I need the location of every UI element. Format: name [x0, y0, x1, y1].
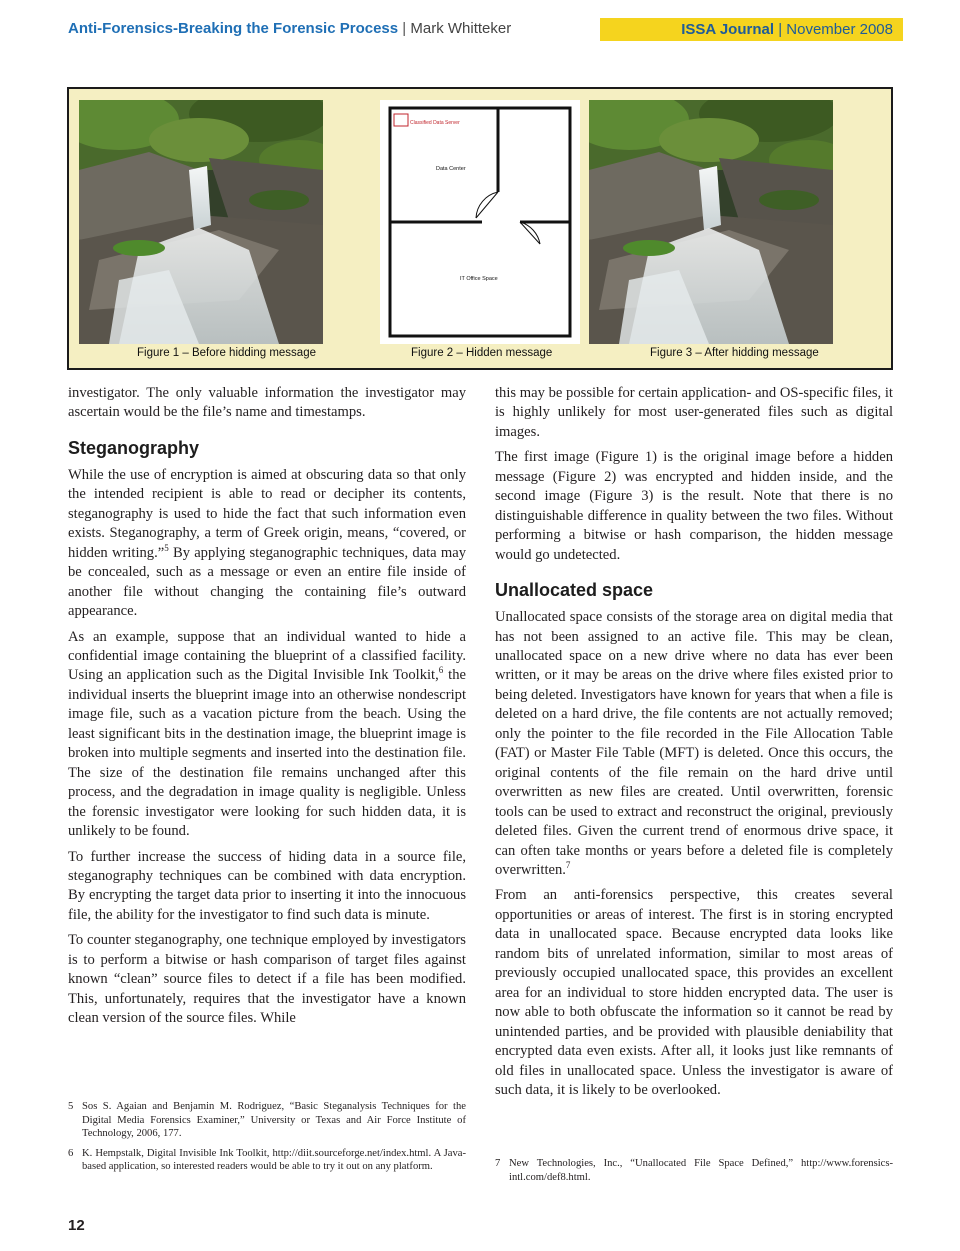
footnotes-left: [68, 1100, 466, 1180]
running-header-right: [600, 18, 903, 41]
paragraph: To counter steganography, one technique employed by investigators is to perform a bitwise or hash comparison of target files against known “clean” source files to detect if a file has been modified. This, unfortunately, requires that the investigator have a known clean version of the source files. While: [68, 932, 466, 1027]
figure-panel: [67, 87, 893, 370]
header-separator-right: |: [778, 21, 783, 38]
paragraph: From an anti-forensics perspective, this creates several opportunities or areas of interest. The first is in storing encrypted data in unallocated space. Because encrypted data looks like random bits of unrelated information, similar to most areas of previously occupied unallocated space, this provides an excellent area for an individual to store hidden encrypted data. The user is now able to both obfuscate the information so it cannot be read by unintended parties, and be provided with plausible deniability that encrypted data even exists. After all, it looks just like remnants of old files in unallocated space. Unless the investigator is aware of such data, it is likely to be overlooked.: [495, 887, 893, 1098]
journal-name: ISSA Journal: [681, 21, 775, 38]
figure-2-caption: Figure 2 – Hidden message: [411, 347, 553, 359]
footnote-6: 6 K. Hempstalk, Digital Invisible Ink Toolkit, http://diit.sourceforge.net/index.html. A Java-based application, so interested readers would be able to try it out on any platform.: [68, 1147, 466, 1173]
article-title: Anti-Forensics-Breaking the Forensic Process: [68, 20, 399, 37]
left-column: [68, 384, 466, 1035]
footnotes-right: [495, 1157, 893, 1190]
footnote-ref-7: 7: [565, 860, 571, 871]
plan-server-label: Classified Data Server: [410, 120, 460, 126]
plan-data-center-label: Data Center: [436, 166, 466, 172]
right-column: [495, 384, 893, 1106]
paragraph: While the use of encryption is aimed at obscuring data so that only the intended recipient is able to read or decipher its contents, steganography is used to hide the fact that such information even exists. Steganography, a term of Greek origin, means, “covered, or hidden writing.”$^5$ By applying steganographic techniques, data may be concealed, such as a message or even an entire file inside of another file without changing the containing file’s outward appearance.: [68, 466, 466, 620]
running-header-left: [68, 20, 511, 37]
figure-3-waterfall-image: [589, 100, 833, 344]
paragraph: this may be possible for certain application- and OS-specific files, it is highly unlikely for most user-generated files such as digital images.: [495, 385, 893, 440]
section-heading-steganography: Steganography: [68, 437, 200, 458]
paragraph: investigator. The only valuable information the investigator may ascertain would be the file’s name and timestamps.: [68, 385, 466, 421]
paragraph: The first image (Figure 1) is the original image before a hidden message (Figure 2) was encrypted and hidden inside, and the second image (Figure 3) is the result. Note that there is no distinguishable difference in quality between the two files. Without performing a bitwise or hash comparison, the hidden message would go undetected.: [495, 449, 893, 563]
figure-2-floor-plan: [380, 100, 580, 344]
author-name: Mark Whitteker: [410, 20, 512, 37]
figure-1-caption: Figure 1 – Before hidding message: [137, 347, 316, 359]
footnote-5: 5 Sos S. Agaian and Benjamin M. Rodriguez, “Basic Steganalysis Techniques for the Digital Media Forensics Examiner,” University or Texas and Air Force Institute of Technology, 2006, 177.: [68, 1101, 466, 1140]
paragraph: Unallocated space consists of the storage area on digital media that has not been assigned to an active file. This may be clean, unallocated space on a new drive where no data has ever been written, or it may be areas on the drive where files existed prior to being deleted. Investigators have known for years that when a file is deleted on a hard drive, the file contents are not actually removed; only the pointer to the file recorded in the File Allocation Table (FAT) or Master File Table (MFT) is deleted. Once this occurs, the original contents of the file remain on the hard drive until overwritten as new files are created. Until overwritten, forensic tools can be used to extract and reconstruct the original, previously deleted files. Given the current trend of enormous drive space, it can often take months or years before a deleted file is completely overwritten.$^7$: [495, 609, 893, 878]
footnote-ref-5: 5: [164, 542, 169, 553]
paragraph: To further increase the success of hiding data in a source file, steganography techniques can be combined with data encryption. By encrypting the target data prior to inserting it into the innocuous file, the ability for the investigator to find such data is minute.: [68, 848, 466, 923]
paragraph: As an example, suppose that an individual wanted to hide a confidential image containing the blueprint of a classified facility. Using an application such as the Digital Invisible Ink Toolkit,$^6$ the individual inserts the blueprint image into an otherwise nondescript image file, such as a vacation picture from the beach. Using the least significant bits in the destination image, the blueprint image is broken into multiple segments and inserted into the destination file. The size of the destination file remains unchanged after this process, and the degradation in image quality is negligible. Unless the forensic investigator were looking for such hidden data, it is unlikely to be found.: [68, 628, 466, 840]
page-number: 12: [68, 1217, 85, 1234]
journal-issue: November 2008: [786, 21, 893, 38]
section-heading-unallocated-space: Unallocated space: [495, 580, 654, 601]
figure-1-waterfall-image: [79, 100, 323, 344]
footnote-7: 7 New Technologies, Inc., “Unallocated File Space Defined,” http://www.forensics-intl.com/def8.html.: [495, 1158, 893, 1183]
header-separator: |: [402, 20, 407, 37]
footnote-ref-6: 6: [438, 665, 444, 676]
plan-it-office-label: IT Office Space: [460, 276, 498, 282]
figure-3-caption: Figure 3 – After hidding message: [650, 347, 819, 359]
